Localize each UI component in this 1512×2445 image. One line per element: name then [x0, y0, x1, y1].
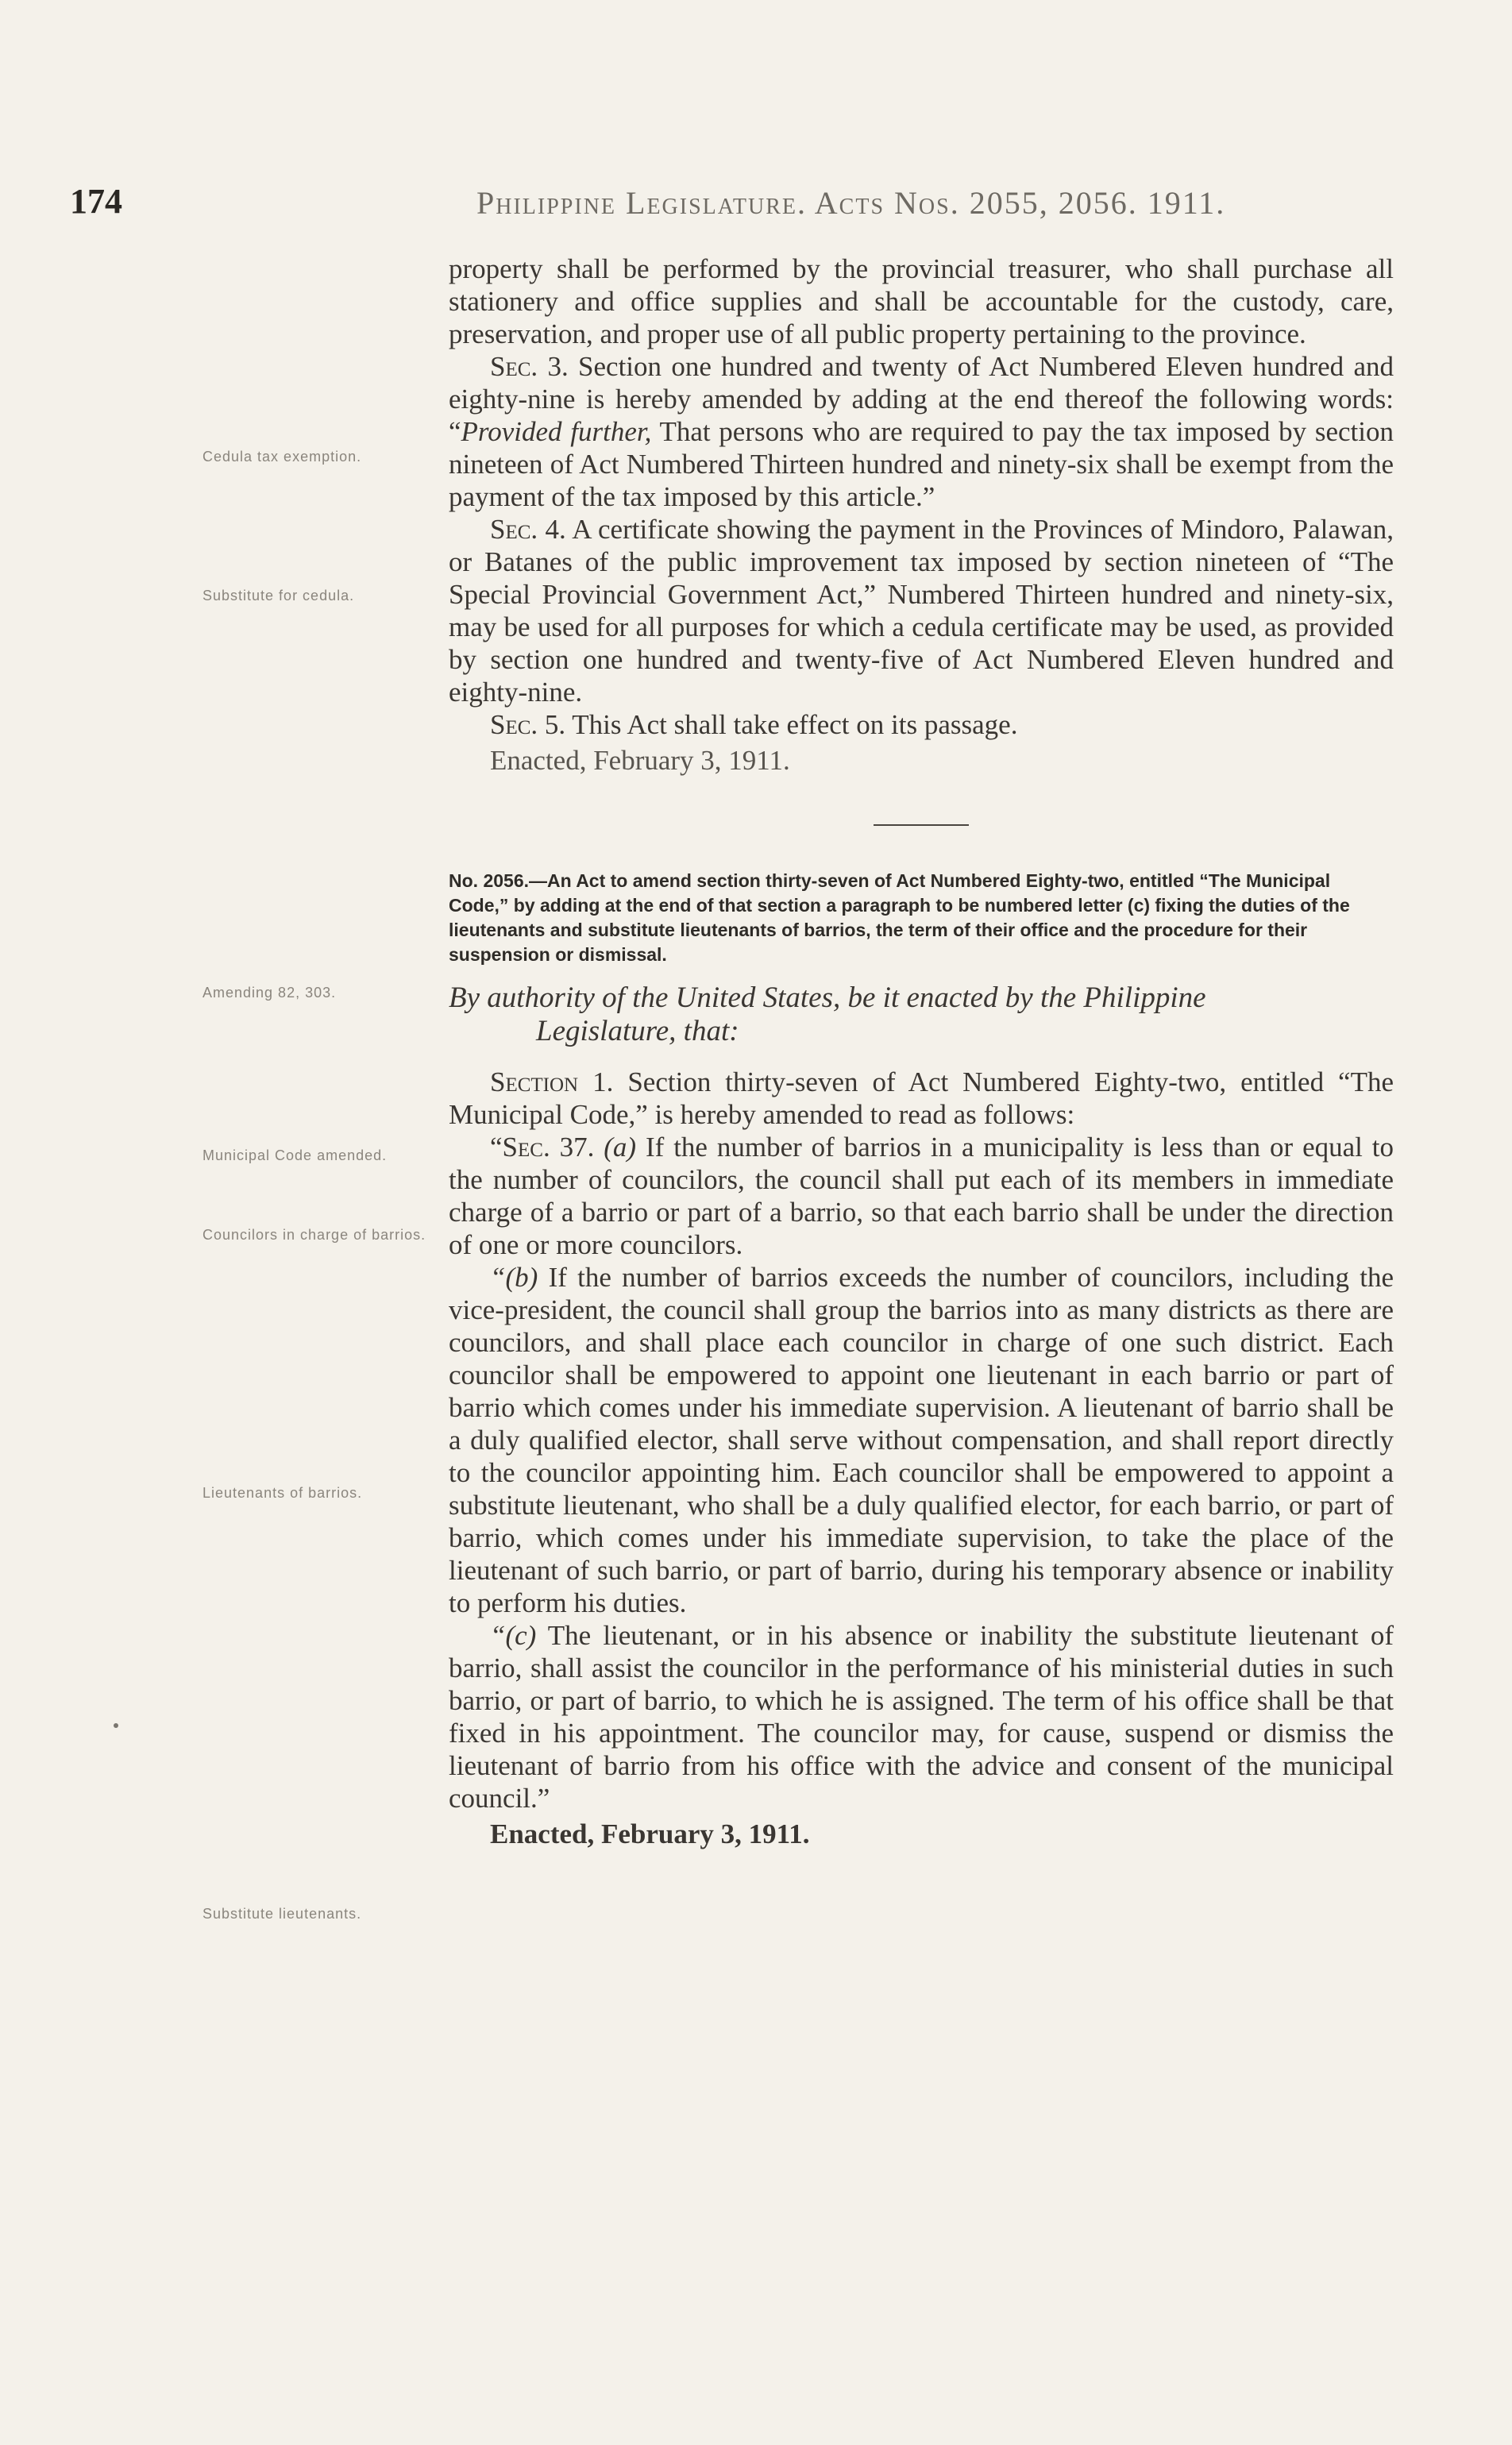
section-3-proviso: Provided further, [461, 416, 652, 447]
section-37-a-marker: (a) [604, 1132, 637, 1163]
enacting-clause-line-1: By authority of the United States, be it enacted by the Philippine [449, 981, 1206, 1014]
act-2056-section-1 [449, 1066, 1394, 1131]
enacting-clause-line-2: Legislature, that: [536, 1015, 739, 1047]
section-37-c-text: The lieutenant, or in his absence or inability the substitute lieutenant of barrio, shall assist the councilor in the performance of his ministerial duties in such barrio, or part of barrio, to which he is assigned. The term of his office shall be that fixed in his appointment. The councilor may, for cause, suspend or dismiss the lieutenant of barrio from his office with the advice and consent of the municipal council.” [449, 1620, 1394, 1814]
margin-note-municipal-code-amended: Municipal Code amended. [202, 1147, 388, 1163]
section-4-text: A certificate showing the payment in the Provinces of Mindoro, Palawan, or Batanes of the public improvement tax imposed by section nineteen of “The Special Provincial Government Act,” Numbered Thirteen hundred and ninety-six, may be used for all purposes for which a cedula certificate may be used, as provided by section one hundred and twenty-five of Act Numbered Eleven hundred and eighty-nine. [449, 514, 1394, 708]
act-2056-section-1-label: Section 1. [490, 1066, 614, 1097]
margin-note-substitute-lieutenants: Substitute lieutenants. [202, 1906, 362, 1922]
page-number: 174 [70, 182, 122, 221]
act-2056-title [449, 869, 1394, 967]
section-37-c-marker: “(c) [490, 1620, 537, 1651]
margin-note-councilors-in-charge: Councilors in charge of barrios. [202, 1227, 426, 1243]
section-37-b [449, 1261, 1394, 1619]
section-4-label: Sec. 4. [490, 514, 566, 545]
page-body [449, 253, 1394, 1850]
act-2056-title-text: —An Act to amend section thirty-seven of Act Numbered Eighty-two, entitled “The Municipal Code,” by adding at the end of that section a paragraph to be numbered letter (c) fixing the duties of the lieutenants and substitute lieutenants of barrios, the term of their office and the procedure for their suspension or dismissal. [449, 870, 1350, 965]
section-3-text-b: That persons who are required to pay the tax imposed by section nineteen of Act Numbered Thirteen hundred and ninety-six shall be exempt from the payment of the tax imposed by this article.” [449, 416, 1394, 512]
section-37-b-text: If the number of barrios exceeds the number of councilors, including the vice-president, the council shall group the barrios into as many districts as there are councilors, and shall place each councilor in charge of one such district. Each councilor shall be empowered to appoint one lieutenant in each barrio or part of barrio which comes under his immediate supervision. A lieutenant of barrio shall be a duly qualified elector, shall serve without compensation, and shall report directly to the councilor appointing him. Each councilor shall be empowered to appoint a substitute lieutenant, who shall be a duly qualified elector, for each barrio, or part of barrio, which comes under his immediate supervision, to take the place of the lieutenant of such barrio, or part of barrio, during his temporary absence or inability to perform his duties. [449, 1262, 1394, 1618]
section-37-a-text: If the number of barrios in a municipality is less than or equal to the number of councilors, the council shall put each of its members in immediate charge of a barrio or part of a barrio, so that each barrio shall be under the direction of one or more councilors. [449, 1132, 1394, 1260]
enacted-date-2056: Enacted, February 3, 1911. [490, 1818, 810, 1849]
section-5-text: This Act shall take effect on its passage. [572, 709, 1018, 740]
running-head: Philippine Legislature. Acts Nos. 2055, 2056. 1911. [476, 185, 1226, 221]
section-3-text-a: Section one hundred and twenty of Act Numbered Eleven hundred and eighty-nine is hereby amended by adding at the end thereof the following words: “ [449, 351, 1394, 447]
section-37-a [449, 1131, 1394, 1261]
section-37-c [449, 1619, 1394, 1814]
act-2056-section-1-text: Section thirty-seven of Act Numbered Eighty-two, entitled “The Municipal Code,” is hereby amended to read as follows: [449, 1066, 1394, 1130]
print-speck [114, 1723, 118, 1728]
margin-note-substitute-for-cedula: Substitute for cedula. [202, 588, 355, 604]
margin-note-lieutenants-of-barrios: Lieutenants of barrios. [202, 1485, 363, 1501]
section-37-label: “Sec. 37. [490, 1132, 595, 1163]
section-3-label: Sec. 3. [490, 351, 569, 382]
margin-note-cedula-tax-exemption: Cedula tax exemption. [202, 449, 362, 465]
paragraph-property: property shall be performed by the provincial treasurer, who shall purchase all stationery and office supplies and shall be accountable for the custody, care, preservation, and proper use of all public property pertaining to the province. [449, 253, 1394, 349]
section-37-b-marker: “(b) [490, 1262, 538, 1293]
section-4 [449, 513, 1394, 708]
enacted-date-2055: Enacted, February 3, 1911. [490, 745, 790, 776]
section-5-label: Sec. 5. [490, 709, 566, 740]
section-5 [449, 708, 1394, 741]
enacting-clause [449, 981, 1394, 1048]
section-divider [874, 824, 969, 826]
act-2056-number: No. 2056. [449, 870, 529, 891]
section-3 [449, 350, 1394, 513]
margin-note-amending: Amending 82, 303. [202, 985, 337, 1001]
